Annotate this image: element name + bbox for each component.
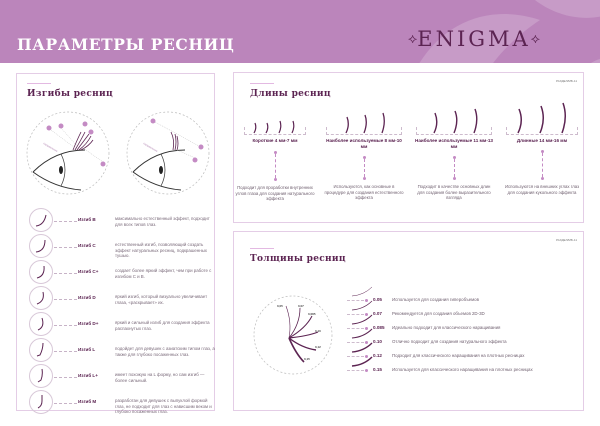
lash-thickness-icon [350,313,374,325]
fan-label: 0,085 [308,312,316,316]
curve-b-icon [29,208,53,232]
thickness-desc: Идеально подходит для классического наращивания [392,325,501,330]
curve-name: Изгиб D [78,295,96,300]
thickness-desc: Используется для классического наращивания на плотных ресницах [392,367,533,372]
leader-line [54,299,77,300]
connector-dot [365,369,368,372]
thickness-item [347,350,577,362]
thickness-value: 0.05 [373,297,382,302]
curve-name: Изгиб D+ [78,321,99,326]
thickness-value: 0.07 [373,311,382,316]
curve-l-icon [29,338,53,362]
leader-line [54,273,77,274]
connector-line [542,153,543,177]
curve-desc: яркий и сильный изгиб для создания эффекта распахнутых глаз. [115,320,210,331]
curve-name: Изгиб C+ [78,269,99,274]
eye-diagram-single-icon [125,110,211,196]
curve-name: Изгиб L+ [78,373,98,378]
lash-thickness-icon [350,355,374,367]
length-label: Длинные 14 мм-16 мм [516,138,568,143]
curve-c-plus-icon [29,260,53,284]
connector-line [275,154,276,178]
thickness-item [347,322,577,334]
title-accent-line [250,83,274,84]
lash-thickness-icon [350,341,374,353]
curve-item-l [29,338,215,364]
lengths-panel-title: Длины ресниц [250,89,331,99]
leader-line [347,370,364,371]
curve-d-icon [29,286,53,310]
thickness-desc: Отлично подходит для создания натурального эффекта [392,339,507,344]
fan-label: 0,12 [315,345,321,349]
fan-label: 0,10 [315,329,321,333]
leader-line [54,403,77,404]
length-group-11-13 [414,113,494,221]
thickness-item [347,364,577,376]
leader-line [54,377,77,378]
thickness-item [347,308,577,320]
leader-line [54,325,77,326]
title-accent-line [250,248,274,249]
length-desc: Подходит для проработки внутренних углов глаза для создания натурального эффекта [235,185,315,202]
lash-thickness-icon [350,327,374,339]
curve-desc: яркий изгиб, который визуально увеличивает глаза, «раскрывает» их. [115,294,208,305]
thickness-value: 0.15 [373,367,382,372]
group-bracket [506,127,578,135]
thickness-panel-title: Толщины ресниц [250,254,346,264]
section-code: РАЗДЕЛ/МБ-11 [556,238,577,242]
curve-desc: имеет похожую на L форму, но сам изгиб — более сильный. [115,372,205,383]
thickness-panel [233,231,584,411]
connector-line [364,159,365,177]
svg-text:Направление: Направление [42,142,59,153]
length-desc: Используются, как основные в процедуре для создания естественного эффекта [324,184,404,201]
length-desc: Используются на внешних углах глаз для создания кукольного эффекта [504,184,580,195]
group-bracket [416,127,492,135]
thickness-desc: Подходит для классического наращивания на плотных ресницах [392,353,525,358]
length-label: Наиболее используемые 11 мм-13 мм [415,138,493,149]
curve-desc: естественный изгиб, позволяющий создать эффект натуральных ресниц, подкрашенных тушью. [115,242,207,259]
thickness-fan-diagram-icon [252,294,334,376]
leader-line [54,221,77,222]
leader-line [54,247,77,248]
group-bracket [326,127,402,135]
connector-dot [274,178,277,181]
brand-logo-text: ENIGMA [417,27,531,51]
thickness-item [347,294,577,306]
thickness-value: 0.085 [373,325,385,330]
curves-panel-title: Изгибы ресниц [27,89,113,99]
ornament-right-icon: ⟡ [530,31,540,47]
length-group-8-10 [324,113,404,221]
length-group-short [235,113,315,221]
thickness-desc: Используется для создания гиперобъемов [392,297,479,302]
length-label: Наиболее используемые 8 мм-10 мм [326,138,402,149]
svg-text:Направление: Направление [142,142,159,153]
thickness-desc: Рекомендуется для создания объемов 2D-3D [392,311,485,316]
thickness-value: 0.12 [373,353,382,358]
page-title: ПАРАМЕТРЫ РЕСНИЦ [17,35,235,54]
curve-desc: подойдет для девушек с азиатским типом глаз, а также для глубоко посаженных глаз. [115,346,215,357]
curve-item-d [29,286,215,312]
curve-item-b [29,208,215,234]
curve-item-c-plus [29,260,215,286]
ornament-left-icon: ⟡ [408,31,418,47]
fan-label: 0,07 [298,304,304,308]
connector-dot [453,177,456,180]
lash-thickness-icon [350,285,374,297]
curve-item-d-plus [29,312,215,338]
curve-name: Изгиб M [78,399,97,404]
curve-item-m [29,390,215,416]
section-code: РАЗДЕЛ/МБ-11 [556,79,577,83]
fan-label: 0,15 [304,357,310,361]
curve-l-plus-icon [29,364,53,388]
length-group-long [504,113,580,221]
curve-name: Изгиб L [78,347,96,352]
lash-thickness-icon [350,299,374,311]
connector-dot [363,177,366,180]
group-bracket [244,127,306,135]
curve-name: Изгиб B [78,217,96,222]
fan-label: 0,05 [277,304,283,308]
connector-dot [541,177,544,180]
curve-name: Изгиб C [78,243,96,248]
length-label: Короткие 4 мм-7 мм [252,138,298,143]
curve-desc: максимально естественный эффект, подходит для всех типов глаз. [115,216,210,227]
connector-line [454,159,455,177]
curve-desc: создает более яркий эффект, чем при работе с изгибом C и B. [115,268,212,279]
curves-panel [16,73,215,415]
lengths-panel [233,72,584,223]
curve-d-plus-icon [29,312,53,336]
curve-item-c [29,234,215,260]
curve-m-icon [29,390,53,414]
header-banner [0,0,600,63]
thickness-item [347,336,577,348]
eye-diagram-multi-icon [25,110,111,196]
curve-item-l-plus [29,364,215,390]
brand-logo [408,27,540,51]
curve-c-icon [29,234,53,258]
curve-desc: разработан для девушек с выпуклой формой глаз, не подходит для глаз с нависшим веком и глубоко посаженных глаз. [115,398,212,415]
title-accent-line [27,83,51,84]
leader-line [54,351,77,352]
thickness-value: 0.10 [373,339,382,344]
length-desc: Подходит в качестве основных длин для создания более выразительного взгляда [417,184,491,201]
